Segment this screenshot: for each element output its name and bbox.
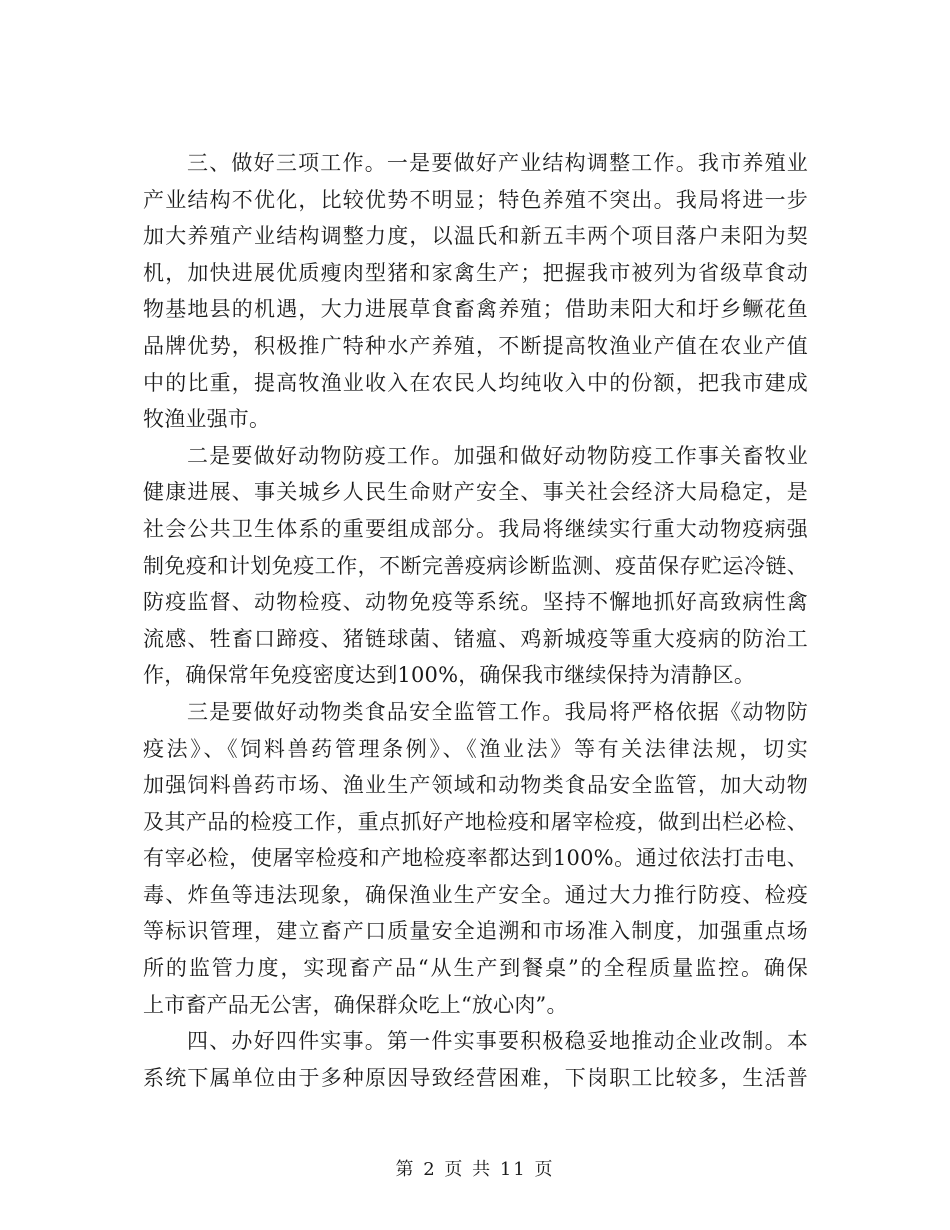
body-text (143, 145, 808, 1096)
paragraph-line: 中的比重，提高牧渔业收入在农民人均纯收入中的份额，把我市建成 (143, 370, 808, 395)
paragraph-line: 防疫监督、动物检疫、动物免疫等系统。坚持不懈地抓好高致病性禽 (143, 590, 808, 615)
paragraph-line: 系统下属单位由于多种原因导致经营困难，下岗职工比较多，生活普 (143, 1065, 808, 1090)
paragraph-line: 疫法》、《饲料兽药管理条例》、《渔业法》等有关法律法规，切实 (143, 736, 808, 761)
paragraph-line: 二是要做好动物防疫工作。加强和做好动物防疫工作事关畜牧业 (187, 443, 808, 468)
paragraph-line: 流感、牲畜口蹄疫、猪链球菌、锗瘟、鸡新城疫等重大疫病的防治工 (143, 626, 808, 651)
paragraph-line: 四、办好四件实事。第一件实事要积极稳妥地推动企业改制。本 (187, 1029, 808, 1054)
paragraph-line: 健康进展、事关城乡人民生命财产安全、事关社会经济大局稳定，是 (143, 480, 808, 505)
paragraph-line: 三、做好三项工作。一是要做好产业结构调整工作。我市养殖业 (187, 151, 808, 175)
paragraph-line: 三是要做好动物类食品安全监管工作。我局将严格依据《动物防 (187, 699, 808, 724)
paragraph-line: 社会公共卫生体系的重要组成部分。我局将继续实行重大动物疫病强 (143, 516, 808, 541)
paragraph-line: 等标识管理，建立畜产口质量安全追溯和市场准入制度，加强重点场 (143, 919, 808, 944)
paragraph-line: 作，确保常年免疫密度达到100%，确保我市继续保持为清静区。 (143, 663, 756, 688)
paragraph-line: 产业结构不优化，比较优势不明显；特色养殖不突出。我局将进一步 (143, 187, 808, 212)
paragraph-line: 加强饲料兽药市场、渔业生产领域和动物类食品安全监管，加大动物 (143, 773, 808, 798)
paragraph-line: 上市畜产品无公害，确保群众吃上“放心肉”。 (143, 992, 568, 1017)
paragraph-line: 所的监管力度，实现畜产品“从生产到餐桌”的全程质量监控。确保 (143, 956, 808, 981)
page-number: 第 2 页 共 11 页 (395, 1159, 555, 1180)
paragraph-line: 品牌优势，积极推广特种水产养殖，不断提高牧渔业产值在农业产值 (143, 333, 808, 358)
paragraph-line: 有宰必检，使屠宰检疫和产地检疫率都达到100%。通过依法打击电、 (143, 846, 808, 871)
paragraph-line: 毒、炸鱼等违法现象，确保渔业生产安全。通过大力推行防疫、检疫 (143, 882, 808, 907)
paragraph-line: 加大养殖产业结构调整力度，以温氏和新五丰两个项目落户耒阳为契 (143, 224, 808, 249)
paragraph-line: 物基地县的机遇，大力进展草食畜禽养殖；借助耒阳大和圩乡鳜花鱼 (143, 297, 808, 322)
paragraph-line: 机，加快进展优质瘦肉型猪和家禽生产；把握我市被列为省级草食动 (143, 260, 808, 285)
paragraph-line: 及其产品的检疫工作，重点抓好产地检疫和屠宰检疫，做到出栏必检、 (143, 809, 808, 834)
paragraph-line: 制免疫和计划免疫工作，不断完善疫病诊断监测、疫苗保存贮运冷链、 (143, 553, 808, 578)
paragraph-line: 牧渔业强市。 (143, 407, 271, 432)
